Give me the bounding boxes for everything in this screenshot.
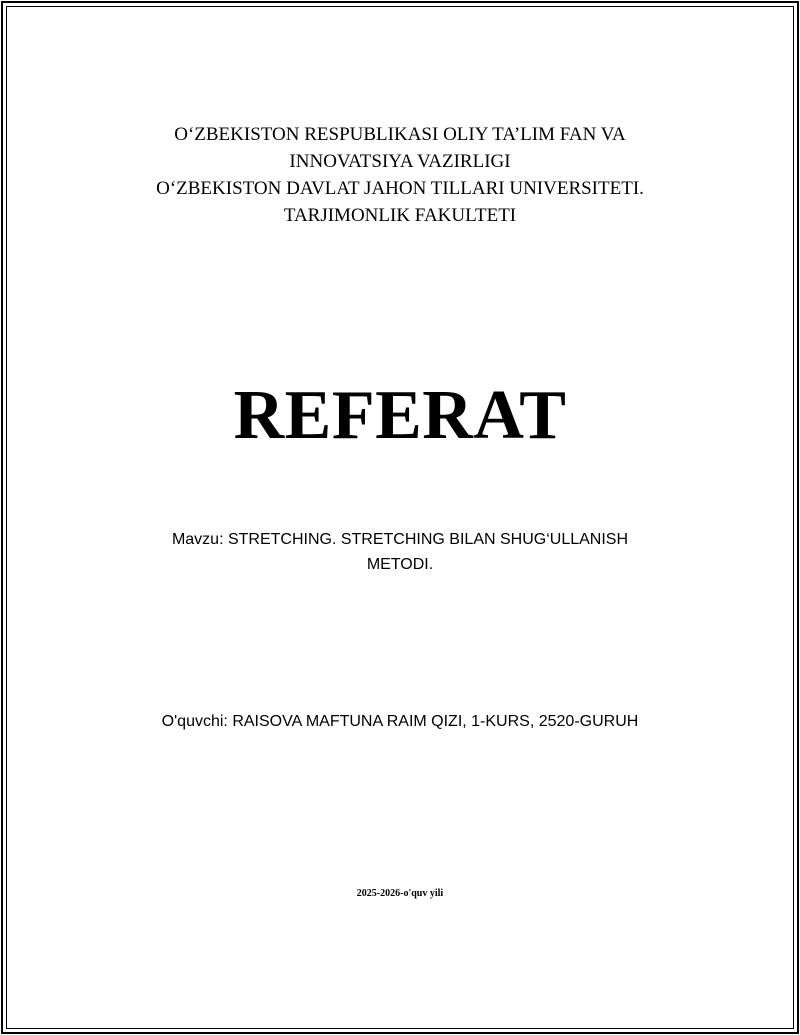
student-info: O'quvchi: RAISOVA MAFTUNA RAIM QIZI, 1-KURS, 2520-GURUH (161, 713, 639, 730)
topic-line: METODI. (366, 556, 434, 573)
academic-year: 2025-2026-o'quv yili (356, 888, 444, 899)
topic-block (0, 527, 800, 577)
topic-line: Mavzu: STRETCHING. STRETCHING BILAN SHUG‘ULLANISH (171, 531, 629, 548)
header-line: O‘ZBEKISTON DAVLAT JAHON TILLARI UNIVERSITETI. (156, 178, 644, 199)
document-title: REFERAT (233, 377, 567, 454)
header-line: TARJIMONLIK FAKULTETI (283, 205, 517, 226)
institution-header (0, 121, 800, 229)
header-line: INNOVATSIYA VAZIRLIGI (289, 151, 511, 172)
header-line: O‘ZBEKISTON RESPUBLIKASI OLIY TA’LIM FAN VA (174, 124, 626, 145)
